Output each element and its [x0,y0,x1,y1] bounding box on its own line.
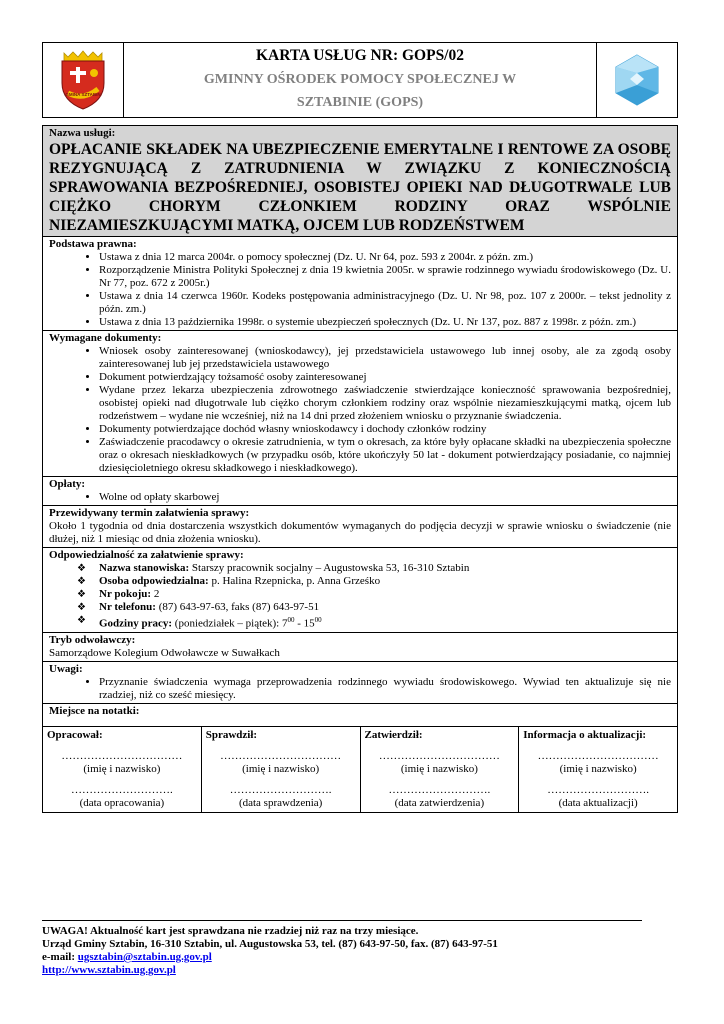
signature-title: Zatwierdził: [364,728,423,741]
signature-caption: (imię i nazwisko) [242,762,320,775]
signature-block-update [519,727,677,812]
responsible-person-item: ❖ Osoba odpowiedzialna: p. Halina Rzepnicka, p. Anna Grześko [77,575,381,587]
signature-line: …………………………… [61,749,183,762]
page-footer [42,920,642,977]
date-caption: (data sprawdzenia) [238,796,323,809]
signature-caption: (imię i nazwisko) [83,762,161,775]
signature-line: …………………………… [378,749,500,762]
fees-section [43,477,677,506]
footer-address: Urząd Gminy Sztabin, 16-310 Sztabin, ul. Augustowska 53, tel. (87) 643-97-50, fax. (87) 643-97-51 [42,938,498,950]
legal-basis-label: Podstawa prawna: [49,238,137,250]
legal-basis-item: • Ustawa z dnia 13 października 1998r. o systemie ubezpieczeń społecznych (Dz. U. Nr 137, poz. 887 z 1998r. z późn. zm.) [99,316,671,329]
date-line: ………………………. [547,783,649,796]
deadline-text: Około 1 tygodnia od dnia dostarczenia wszystkich dokumentów wymaganych do podjęcia decyzji w sprawie wniosku o świadczenie (nie dłużej, niż 1 miesiąc od dnia złożenia wniosku). [49,520,671,545]
required-document-item: • Zaświadczenie pracodawcy o okresie zatrudnienia, w tym o okresach, za które były opłacane składki na ubezpieczenia społeczne oraz o okresach nieskładkowych (w przypadku osób, które ukończyły 50 lat - dokument potwierdzający posiadanie, co najmniej dziesięcioletniego okresu składkowego i nieskładkowego). [99,436,671,475]
card-title: KARTA USŁUG NR: GOPS/02 [255,47,464,64]
organization-name-line2: SZTABINIE (GOPS) [296,95,424,110]
diamond-bullet-icon: ❖ [77,615,86,626]
crystal-logo [596,43,677,117]
diamond-bullet-icon: ❖ [77,576,86,587]
responsibility-section [43,548,677,633]
date-line: ………………………. [388,783,491,796]
deadline-section [43,506,677,548]
notes-section [43,704,677,724]
signature-block-checked [202,727,361,812]
footer-website-line [42,964,642,977]
signature-title: Sprawdził: [205,728,258,741]
signature-caption: (imię i nazwisko) [559,762,637,775]
coat-text: GMINA SZTABIN [65,92,101,97]
signature-row [43,726,677,812]
signature-title: Opracował: [47,728,103,741]
required-document-item: • Wniosek osoby zainteresowanej (wnioskodawcy), jej przedstawiciela ustawowego lub innej osoby, ale za zgodą osoby zainteresowanej lub jej przedstawiciela ustawowego [99,345,671,371]
room-number-item: ❖ Nr pokoju: 2 [77,588,160,600]
appeal-label: Tryb odwoławczy: [49,633,136,646]
responsibility-label: Odpowiedzialność za załatwienie sprawy: [49,549,244,561]
diamond-bullet-icon: ❖ [77,589,86,600]
coat-of-arms-icon [58,49,108,111]
phone-number-item: ❖ Nr telefonu: (87) 643-97-63, faks (87) 643-97-51 [77,601,320,613]
service-card-table [42,125,678,813]
position-item: ❖ Nazwa stanowiska: Starszy pracownik socjalny – Augustowska 53, 16-310 Sztabin [77,562,470,574]
footer-email-line: e-mail: ugsztabin@sztabin.ug.gov.pl [42,951,212,963]
remark-item: • Przyznanie świadczenia wymaga przeprowadzenia rodzinnego wywiadu środowiskowego. Wywiad ten aktualizuje się nie rzadziej, niż co sześć miesięcy. [99,676,671,702]
date-line: ………………………. [71,783,173,796]
coat-of-arms-logo [43,43,124,117]
legal-basis-item: • Ustawa z dnia 14 czerwca 1960r. Kodeks postępowania administracyjnego (Dz. U. Nr 98, poz. 107 z 2000r. – tekst jednolity z późn. zm.) [99,290,671,316]
signature-caption: (imię i nazwisko) [400,762,478,775]
legal-basis-section [43,237,677,331]
document-header [42,42,678,118]
date-caption: (data aktualizacji) [558,796,638,809]
footer-notice: UWAGA! Aktualność kart jest sprawdzana nie rzadziej niż raz na trzy miesiące. [42,925,419,937]
signature-title: Informacja o aktualizacji: [523,728,647,741]
fee-item: • Wolne od opłaty skarbowej [99,491,671,504]
website-link[interactable]: http://www.sztabin.ug.gov.pl [42,964,176,976]
working-hours-item: ❖ Godziny pracy: (poniedziałek – piątek): $7^{00} - 15^{00}$ [77,615,322,630]
required-document-item: • Dokument potwierdzający tożsamość osoby zainteresowanej [99,371,671,384]
required-documents-label: Wymagane dokumenty: [49,332,162,344]
required-document-item: • Wydane przez lekarza ubezpieczenia zdrowotnego zaświadczenie stwierdzające konieczność sprawowania bezpośredniej, osobistej opieki nad długotrwale lub ciężko chorym członkiem rodziny oraz wspólnie niezamieszkującymi matką, ojcem lub rodzeństwem – wydane nie wcześniej, niż na 14 dni przed złożeniem wniosku o przyznanie świadczenia. [99,384,671,423]
deadline-label: Przewidywany termin załatwienia sprawy: [49,507,250,519]
date-caption: (data zatwierdzenia) [394,796,485,809]
signature-block-approved [361,727,520,812]
service-name: OPŁACANIE SKŁADEK NA UBEZPIECZENIE EMERYTALNE I RENTOWE ZA OSOBĘ REZYGNUJĄCĄ Z ZATRUDNIENIA W ZWIĄZKU Z KONIECZNOŚCIĄ SPRAWOWANIA BEZPOŚREDNIEJ, OSOBISTEJ OPIEKI NAD DŁUGOTRWALE LUB CIĘŻKO CHORYM CZŁONKIEM RODZINY ORAZ WSPÓLNIE NIEZAMIESZKUJĄCYMI MATKĄ, OJCEM LUB RODZEŃSTWEM [49,141,671,234]
legal-basis-item: • Ustawa z dnia 12 marca 2004r. o pomocy społecznej (Dz. U. Nr 64, poz. 593 z 2004r. z późn. zm.) [99,251,671,264]
signature-block-prepared [43,727,202,812]
remarks-label: Uwagi: [49,662,83,675]
diamond-bullet-icon: ❖ [77,563,86,574]
legal-basis-item: • Rozporządzenie Ministra Polityki Społecznej z dnia 19 kwietnia 2005r. w sprawie rodzinnego wywiadu środowiskowego (Dz. U. Nr 77, poz. 672 z 2005r.) [99,264,671,290]
appeal-text: Samorządowe Kolegium Odwoławcze w Suwałkach [49,646,280,659]
crystal-icon [614,53,660,107]
appeal-section [43,633,677,662]
required-document-item: • Dokumenty potwierdzające dochód własny wnioskodawcy i dochody członków rodziny [99,423,671,436]
organization-name-line1: GMINNY OŚRODEK POMOCY SPOŁECZNEJ W [203,72,517,87]
fees-label: Opłaty: [49,478,86,490]
notes-label: Miejsce na notatki: [49,704,140,717]
diamond-bullet-icon: ❖ [77,602,86,613]
service-name-section [43,126,677,237]
date-line: ………………………. [229,783,332,796]
email-link[interactable]: ugsztabin@sztabin.ug.gov.pl [77,951,212,963]
remarks-section [43,662,677,704]
service-name-label: Nazwa usługi: [49,127,116,139]
required-documents-section [43,331,677,477]
date-caption: (data opracowania) [79,796,165,809]
signature-line: …………………………… [220,749,342,762]
signature-line: …………………………… [537,749,659,762]
